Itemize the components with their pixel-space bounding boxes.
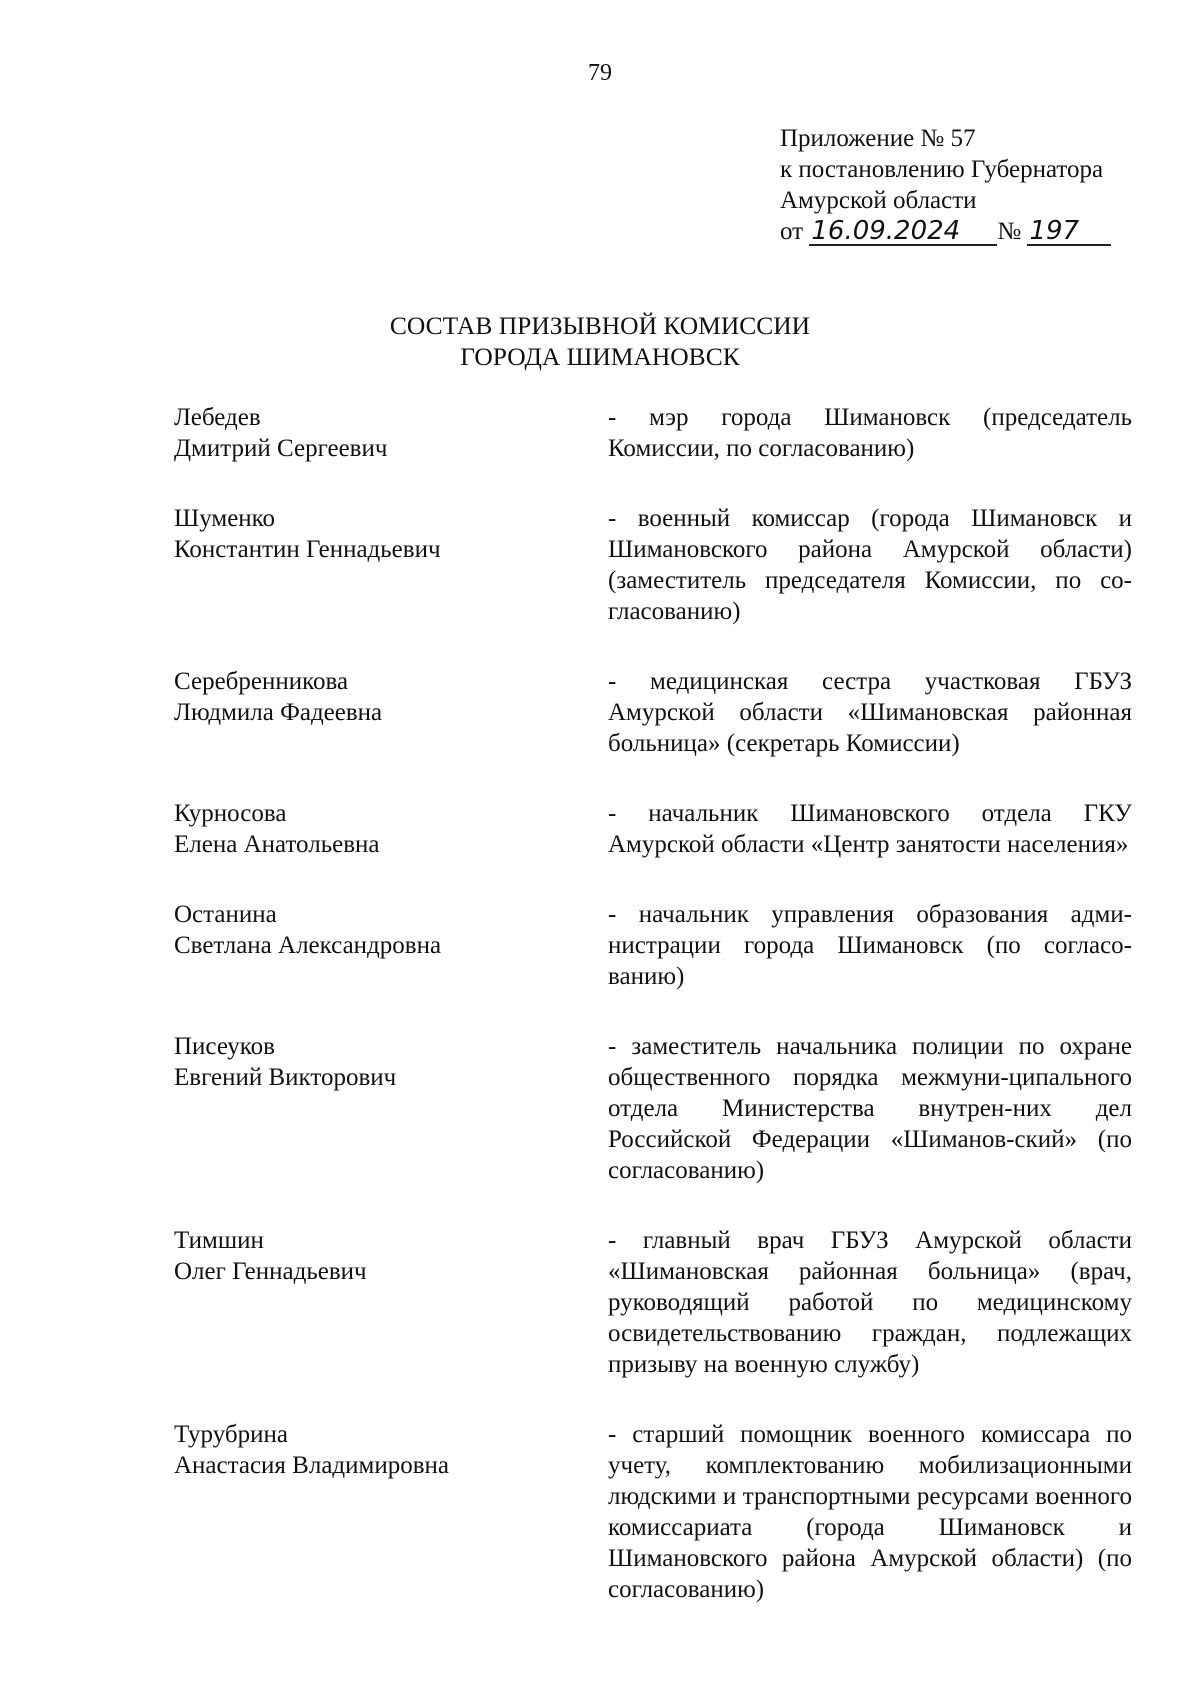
member-row bbox=[174, 1419, 1132, 1605]
member-role: - старший помощник военного комиссара по учету, комплектованию мобилизационными людскими и транспортными ресурсами военного комиссариата (города Шимановск и Шимановского района Амурской области) (по согласованию) bbox=[608, 1421, 1132, 1603]
member-given-name: Светлана Александровна bbox=[174, 932, 442, 959]
member-name bbox=[174, 899, 608, 961]
member-row bbox=[174, 503, 1132, 627]
member-given-name: Дмитрий Сергеевич bbox=[174, 435, 388, 462]
handwritten-number: 197 bbox=[1027, 218, 1111, 246]
title-line-1: СОСТАВ ПРИЗЫВНОЙ КОМИССИИ bbox=[389, 311, 811, 340]
member-role: - мэр города Шимановск (председатель Комиссии, по согласованию) bbox=[608, 404, 1132, 462]
title-line-2: ГОРОДА ШИМАНОВСК bbox=[460, 342, 740, 371]
appendix-number: Приложение № 57 bbox=[780, 125, 976, 152]
member-surname: Лебедев bbox=[174, 404, 261, 431]
member-surname: Тимшин bbox=[174, 1227, 264, 1254]
date-prefix: от bbox=[780, 218, 804, 245]
appendix-date-line bbox=[780, 216, 1111, 247]
member-name bbox=[174, 666, 608, 728]
member-name bbox=[174, 1419, 608, 1481]
member-row bbox=[174, 899, 1132, 992]
member-surname: Курносова bbox=[174, 800, 287, 827]
member-surname: Писеуков bbox=[174, 1033, 275, 1060]
member-name bbox=[174, 1225, 608, 1287]
member-name bbox=[174, 1031, 608, 1093]
handwritten-date: 16.09.2024 bbox=[809, 218, 997, 246]
member-role: - главный врач ГБУЗ Амурской области «Шимановская районная больница» (врач, руководящий работой по медицинскому освидетельствованию граждан, подлежащих призыву на военную службу) bbox=[608, 1227, 1132, 1378]
member-role: - начальник управления образования адми-нистрации города Шимановск (по согласо-ванию) bbox=[608, 901, 1132, 990]
member-surname: Турубрина bbox=[174, 1421, 288, 1448]
member-row bbox=[174, 402, 1132, 464]
member-name bbox=[174, 503, 608, 565]
member-surname: Шуменко bbox=[174, 505, 276, 532]
member-role: - начальник Шимановского отдела ГКУ Амурской области «Центр занятости населения» bbox=[608, 800, 1132, 858]
commission-member-list bbox=[174, 402, 1132, 1605]
member-row bbox=[174, 1031, 1132, 1186]
appendix-region: Амурской области bbox=[780, 187, 977, 214]
member-role: - военный комиссар (города Шимановск и Шимановского района Амурской области) (заместитель председателя Комиссии, по со-гласованию) bbox=[608, 505, 1132, 625]
member-row bbox=[174, 798, 1132, 860]
number-prefix: № bbox=[997, 218, 1022, 245]
member-surname: Останина bbox=[174, 901, 277, 928]
member-role: - заместитель начальника полиции по охране общественного порядка межмуни-ципального отдела Министерства внутрен-них дел Российской Федерации «Шиманов-ский» (по согласованию) bbox=[608, 1033, 1132, 1184]
member-given-name: Людмила Фадеевна bbox=[174, 699, 383, 726]
member-given-name: Евгений Викторович bbox=[174, 1064, 397, 1091]
member-name bbox=[174, 798, 608, 860]
appendix-reference: к постановлению Губернатора bbox=[780, 156, 1104, 183]
member-given-name: Олег Геннадьевич bbox=[174, 1258, 367, 1285]
page-number: 79 bbox=[588, 60, 612, 86]
member-name bbox=[174, 402, 608, 464]
document-title bbox=[0, 310, 1200, 372]
member-given-name: Константин Геннадьевич bbox=[174, 536, 441, 563]
member-row bbox=[174, 666, 1132, 759]
member-role: - медицинская сестра участковая ГБУЗ Амурской области «Шимановская районная больница» (секретарь Комиссии) bbox=[608, 668, 1132, 757]
member-row bbox=[174, 1225, 1132, 1380]
member-surname: Серебренникова bbox=[174, 668, 349, 695]
appendix-header bbox=[780, 123, 1111, 247]
member-given-name: Анастасия Владимировна bbox=[174, 1452, 449, 1479]
member-given-name: Елена Анатольевна bbox=[174, 831, 380, 858]
